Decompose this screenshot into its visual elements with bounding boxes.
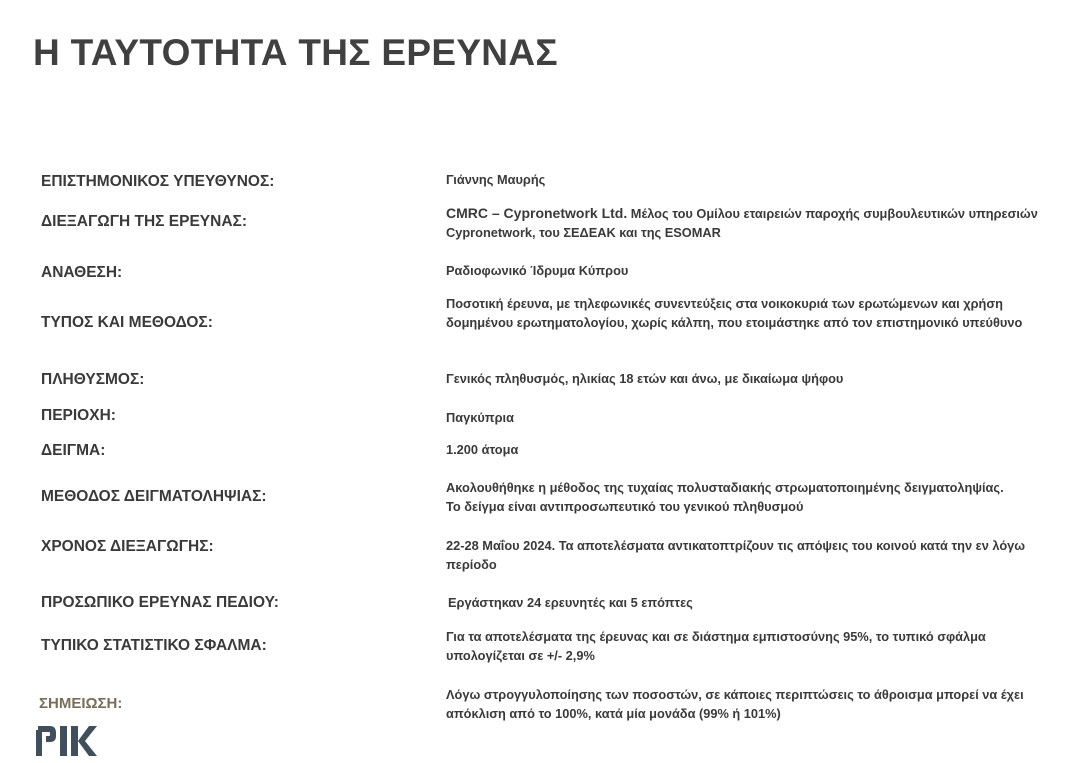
label-standard-error: ΤΥΠΙΚΟ ΣΤΑΤΙΣΤΙΚΟ ΣΦΑΛΜΑ:: [41, 637, 267, 654]
label-field-staff: ΠΡΟΣΩΠΙΚΟ ΕΡΕΥΝΑΣ ΠΕΔΙΟΥ:: [41, 594, 279, 611]
value-type-method: Ποσοτική έρευνα, με τηλεφωνικές συνεντεύξεις στα νοικοκυριά των ερωτώμενων και χρήση δομημένου ερωτηματολογίου, χωρίς κάλπη, που ετοιμάστηκε από τον επιστημονικό υπεύθυνο: [446, 296, 1023, 330]
label-conducted-by: ΔΙΕΞΑΓΩΓΗ ΤΗΣ ΕΡΕΥΝΑΣ:: [41, 213, 247, 230]
value-field-staff: Εργάστηκαν 24 ερευνητές και 5 επόπτες: [448, 595, 693, 610]
value-commissioned-by: Ραδιοφωνικό Ίδρυμα Κύπρου: [446, 263, 629, 278]
value-sample: 1.200 άτομα: [446, 442, 519, 457]
label-scientific-lead: ΕΠΙΣΤΗΜΟΝΙΚΟΣ ΥΠΕΥΘΥΝΟΣ:: [41, 173, 275, 190]
page-title: Η ΤΑΥΤΟΤΗΤΑ ΤΗΣ ΕΡΕΥΝΑΣ: [33, 32, 558, 73]
label-sampling-method: ΜΕΘΟΔΟΣ ΔΕΙΓΜΑΤΟΛΗΨΙΑΣ:: [41, 488, 267, 505]
label-conduct-period: ΧΡΟΝΟΣ ΔΙΕΞΑΓΩΓΗΣ:: [41, 538, 214, 555]
value-conducted-by-company: CMRC – Cypronetwork Ltd.: [446, 205, 628, 221]
label-note: ΣΗΜΕΙΩΣΗ:: [39, 695, 123, 712]
value-scientific-lead: Γιάννης Μαυρής: [446, 172, 546, 187]
value-sampling-method: Ακολουθήθηκε η μέθοδος της τυχαίας πολυσταδιακής στρωματοποιημένης δειγματοληψίας. Το δείγμα είναι αντιπροσωπευτικό του γενικού πληθυσμού: [446, 480, 1004, 514]
value-note: Λόγω στρογγυλοποίησης των ποσοστών, σε κάποιες περιπτώσεις το άθροισμα μπορεί να έχει απόκλιση από το 100%, κατά μία μονάδα (99% ή 101%): [446, 687, 1024, 721]
value-population: Γενικός πληθυσμός, ηλικίας 18 ετών και άνω, με δικαίωμα ψήφου: [446, 371, 844, 386]
value-conducted-by: [446, 204, 1061, 242]
value-standard-error: Για τα αποτελέσματα της έρευνας και σε διάστημα εμπιστοσύνης 95%, το τυπικό σφάλμα υπολογίζεται σε +/- 2,9%: [446, 629, 986, 663]
value-region: Παγκύπρια: [446, 410, 514, 425]
label-population: ΠΛΗΘΥΣΜΟΣ:: [41, 371, 145, 388]
label-type-method: ΤΥΠΟΣ ΚΑΙ ΜΕΘΟΔΟΣ:: [41, 314, 213, 331]
label-region: ΠΕΡΙΟΧΗ:: [41, 407, 116, 424]
value-conduct-period: 22-28 Μαΐου 2024. Τα αποτελέσματα αντικατοπτρίζουν τις απόψεις του κοινού κατά την εν λόγω περίοδο: [446, 538, 1026, 572]
value-conducted-by-description: Μέλος του Ομίλου εταιρειών παροχής συμβουλευτικών υπηρεσιών Cypronetwork, του ΣΕΔΕΑΚ και της ESOMAR: [446, 206, 1038, 240]
label-sample: ΔΕΙΓΜΑ:: [41, 442, 106, 459]
label-commissioned-by: ΑΝΑΘΕΣΗ:: [41, 264, 123, 281]
rik-logo: [36, 722, 98, 756]
